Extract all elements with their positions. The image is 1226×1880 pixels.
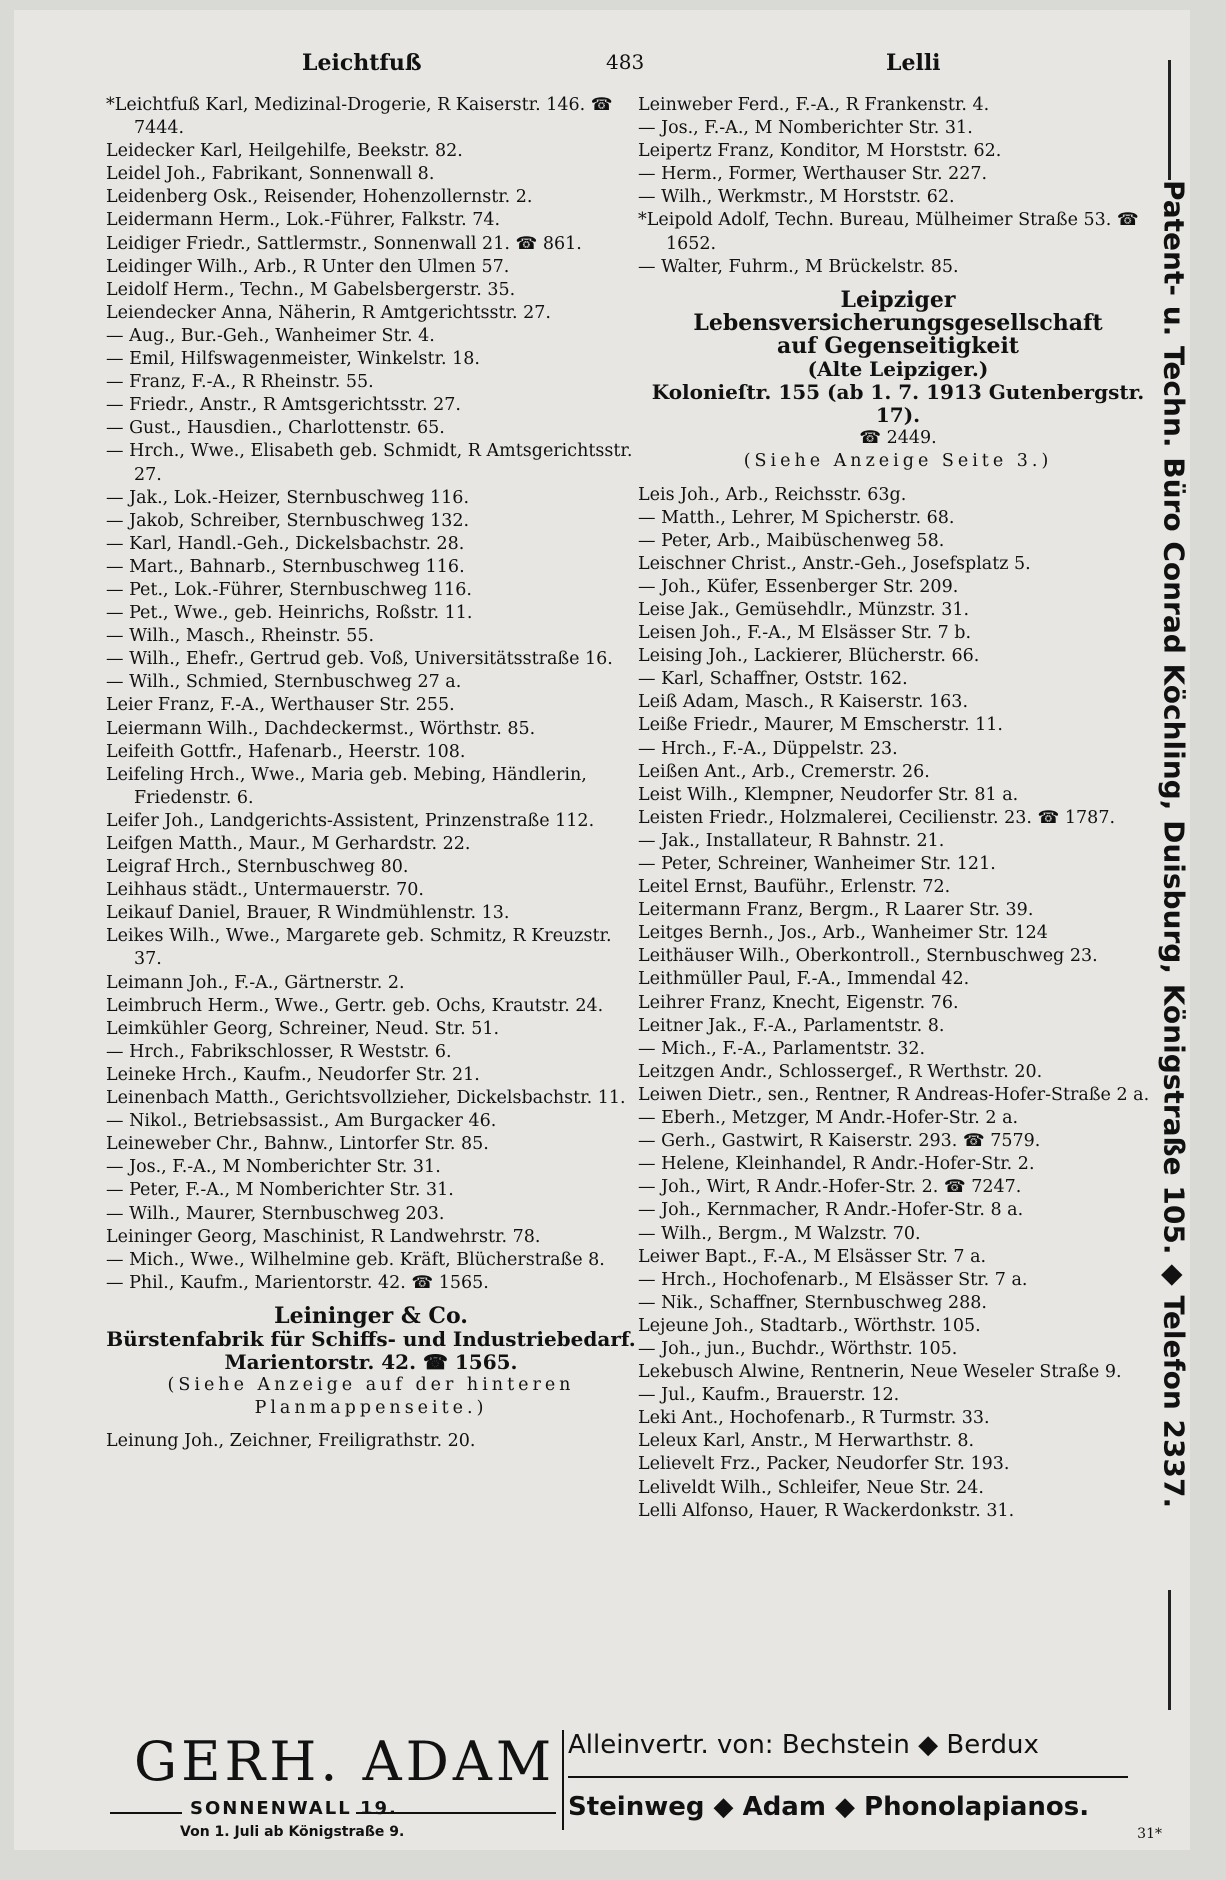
directory-entry: Leifgen Matth., Maur., M Gerhardstr. 22. [106,834,471,854]
directory-entry: — Pet., Lok.-Führer, Sternbuschweg 116. [106,579,472,600]
directory-entry: Leiendecker Anna, Näherin, R Amtgerichtsstr. 27. [106,302,551,323]
directory-entry: Leinung Joh., Zeichner, Freiligrathstr. 20. [106,1431,476,1452]
side-ad-text: Patent- u. Techn. Büro Conrad Köchling, Duisburg, Königstraße 105. ◆ Telefon 2337. [1157,180,1190,1509]
directory-entry: — Peter, Schreiner, Wanheimer Str. 121. [638,854,996,874]
directory-entry: — Wilh., Werkmstr., M Horststr. 62. [638,187,955,208]
directory-entry: — Herm., Former, Werthauser Str. 227. [638,164,988,185]
directory-entry: Leimann Joh., F.-A., Gärtnerstr. 2. [106,972,405,993]
directory-entry: — Jak., Lok.-Heizer, Sternbuschweg 116. [106,487,470,508]
right-ad-title: Leipziger Lebensversicherungsgesellschaft [693,286,1103,336]
directory-entry: Leininger Georg, Maschinist, R Landwehrstr. 78. [106,1226,541,1247]
footer-agency: Alleinvertr. von: Bechstein ◆ Berdux [568,1730,1039,1760]
right-ad-sub: (Alte Leipziger.) [807,357,989,382]
directory-entry: Leitzgen Andr., Schlossergef., R Werthstr. 20. [638,1061,1043,1082]
left-ad-box [106,1302,636,1420]
directory-entry: — Nik., Schaffner, Sternbuschweg 288. [638,1292,987,1313]
directory-entry: — Peter, Arb., Maibüschenweg 58. [638,530,945,551]
left-ad-line2: Marientorstr. 42. ☎ 1565. [224,1350,518,1375]
directory-entry: Leiwer Bapt., F.-A., M Elsässer Str. 7 a. [638,1246,987,1267]
right-ad-phone: ☎ 2449. [859,428,937,449]
directory-entry: — Matth., Lehrer, M Spicherstr. 68. [638,507,955,528]
footer-divider [562,1730,564,1830]
right-ad-title2: auf Gegenseitigkeit [777,332,1019,359]
directory-entry: Leidinger Wilh., Arb., R Unter den Ulmen 57. [106,256,510,277]
directory-entry: — Jul., Kaufm., Brauerstr. 12. [638,1385,900,1406]
directory-entry: — Franz, F.-A., R Rheinstr. 55. [106,372,374,393]
directory-entry: Leikes Wilh., Wwe., Margarete geb. Schmitz, R Kreuzstr. 37. [106,926,612,970]
directory-entry: Lekebusch Alwine, Rentnerin, Neue Weseler Straße 9. [638,1362,1122,1383]
header-left: Leichtfuß [302,50,422,76]
directory-entry: — Joh., Küfer, Essenberger Str. 209. [638,576,959,597]
directory-entry: Leising Joh., Lackierer, Blücherstr. 66. [638,646,980,667]
directory-entry: — Mich., Wwe., Wilhelmine geb. Kräft, Blücherstraße 8. [106,1249,605,1270]
directory-entry: — Jak., Installateur, R Bahnstr. 21. [638,830,945,851]
directory-entry: Leitel Ernst, Bauführ., Erlenstr. 72. [638,877,951,898]
footer-address: SONNENWALL 19. [190,1798,398,1819]
directory-entry: Leithäuser Wilh., Oberkontroll., Sternbuschweg 23. [638,946,1098,967]
directory-entry: Leiermann Wilh., Dachdeckermst., Wörthstr. 85. [106,718,536,739]
directory-entry: — Karl, Handl.-Geh., Dickelsbachstr. 28. [106,533,465,554]
directory-entry: Leist Wilh., Klempner, Neudorfer Str. 81 a. [638,784,1019,805]
left-ad-line1: Bürstenfabrik für Schiffs- und Industriebedarf. [106,1326,636,1351]
left-column [106,94,636,1453]
directory-entry: Leise Jak., Gemüsehdlr., Münzstr. 31. [638,599,970,620]
directory-entry: Leiß Adam, Masch., R Kaiserstr. 163. [638,692,969,713]
directory-entry: — Mich., F.-A., Parlamentstr. 32. [638,1038,926,1059]
directory-entry: Leihrer Franz, Knecht, Eigenstr. 76. [638,992,959,1013]
directory-entry: — Jos., F.-A., M Nomberichter Str. 31. [106,1157,441,1178]
directory-entry: Lejeune Joh., Stadtarb., Wörthstr. 105. [638,1315,981,1336]
footer-rule-left [110,1812,182,1814]
right-column [638,94,1158,1523]
directory-entry: Leitner Jak., F.-A., Parlamentstr. 8. [638,1015,945,1036]
directory-entry: Leitermann Franz, Bergm., R Laarer Str. 39. [638,900,1034,921]
directory-entry: Leiße Friedr., Maurer, M Emscherstr. 11. [638,715,1003,736]
directory-entry: Leineweber Chr., Bahnw., Lintorfer Str. 85. [106,1134,489,1155]
directory-entry: — Eberh., Metzger, M Andr.-Hofer-Str. 2 a. [638,1108,1019,1129]
directory-entry: — Wilh., Masch., Rheinstr. 55. [106,626,375,647]
directory-entry: Leidermann Herm., Lok.-Führer, Falkstr. 74. [106,210,501,231]
footer-models: Steinweg ◆ Adam ◆ Phonolapianos. [568,1792,1090,1822]
directory-entry: — Peter, F.-A., M Nomberichter Str. 31. [106,1180,454,1201]
directory-entry: — Joh., jun., Buchdr., Wörthstr. 105. [638,1338,958,1359]
directory-entry: Leidecker Karl, Heilgehilfe, Beekstr. 82. [106,141,463,162]
directory-entry: Leidel Joh., Fabrikant, Sonnenwall 8. [106,164,435,185]
directory-entry: — Aug., Bur.-Geh., Wanheimer Str. 4. [106,325,435,346]
page-number: 483 [606,50,645,74]
directory-entry: Leidiger Friedr., Sattlermstr., Sonnenwall 21. ☎ 861. [106,233,582,254]
directory-entry: — Joh., Kernmacher, R Andr.-Hofer-Str. 8 a. [638,1200,1024,1221]
footer-brand: GERH. ADAM [134,1730,556,1793]
directory-entry: — Nikol., Betriebsassist., Am Burgacker 46. [106,1111,497,1132]
directory-entry: *Leipold Adolf, Techn. Bureau, Mülheimer Straße 53. ☎ 1652. [638,210,1139,254]
directory-entry: — Wilh., Bergm., M Walzstr. 70. [638,1223,921,1244]
directory-entry: — Hrch., Wwe., Elisabeth geb. Schmidt, R Amtsgerichtsstr. 27. [106,441,633,485]
directory-entry: Leimkühler Georg, Schreiner, Neud. Str. 51. [106,1018,500,1039]
page-mark: 31* [1137,1826,1162,1842]
directory-entry: Leigraf Hrch., Sternbuschweg 80. [106,857,409,878]
header-right: Lelli [886,50,941,76]
directory-entry: Leihhaus städt., Untermauerstr. 70. [106,880,424,901]
directory-entry: — Wilh., Schmied, Sternbuschweg 27 a. [106,672,462,693]
side-advertisement [1152,180,1190,1620]
footer-rule-mid [568,1776,1128,1778]
right-ad-addr: Kolonieſtr. 155 (ab 1. 7. 1913 Gutenbergstr. 17). [651,380,1145,428]
directory-entry: Leier Franz, F.-A., Werthauser Str. 255. [106,695,455,716]
directory-entry: — Pet., Wwe., geb. Heinrichs, Roßstr. 11. [106,603,473,624]
directory-entry: Leimbruch Herm., Wwe., Gertr. geb. Ochs, Krautstr. 24. [106,995,604,1016]
directory-entry: — Joh., Wirt, R Andr.-Hofer-Str. 2. ☎ 7247. [638,1177,1022,1198]
directory-entry: Leischner Christ., Anstr.-Geh., Josefsplatz 5. [638,553,1031,574]
directory-entry: Leithmüller Paul, F.-A., Immendal 42. [638,969,970,990]
directory-entry: Leikauf Daniel, Brauer, R Windmühlenstr. 13. [106,903,510,924]
directory-entry: — Friedr., Anstr., R Amtsgerichtsstr. 27. [106,395,461,416]
directory-entry: Leifer Joh., Landgerichts-Assistent, Prinzenstraße 112. [106,810,595,831]
directory-page [14,10,1190,1850]
directory-entry: — Walter, Fuhrm., M Brückelstr. 85. [638,256,959,277]
directory-entry: Leis Joh., Arb., Reichsstr. 63g. [638,484,907,505]
directory-entry: Leifeling Hrch., Wwe., Maria geb. Mebing, Händlerin, Friedenstr. 6. [106,764,587,808]
directory-entry: — Gerh., Gastwirt, R Kaiserstr. 293. ☎ 7579. [638,1131,1041,1152]
directory-entry: Leinweber Ferd., F.-A., R Frankenstr. 4. [638,95,990,115]
right-ad-box [638,286,1158,474]
directory-entry: — Hrch., Hochofenarb., M Elsässer Str. 7 a. [638,1269,1028,1290]
directory-entry: — Wilh., Maurer, Sternbuschweg 203. [106,1203,445,1224]
directory-entry: — Gust., Hausdien., Charlottenstr. 65. [106,418,445,439]
directory-entry: — Hrch., F.-A., Düppelstr. 23. [638,738,898,759]
directory-entry: Lelli Alfonso, Hauer, R Wackerdonkstr. 31. [638,1500,1015,1521]
directory-entry: *Leichtfuß Karl, Medizinal-Drogerie, R Kaiserstr. 146. ☎ 7444. [106,95,613,139]
directory-entry: Leiwen Dietr., sen., Rentner, R Andreas-Hofer-Straße 2 a. [638,1084,1150,1105]
left-ad-title: Leininger & Co. [274,1302,468,1329]
directory-entry: Leinenbach Matth., Gerichtsvollzieher, Dickelsbachstr. 11. [106,1088,626,1109]
directory-entry: — Jakob, Schreiber, Sternbuschweg 132. [106,510,470,531]
directory-entry: — Emil, Hilfswagenmeister, Winkelstr. 18. [106,349,480,370]
directory-entry: Leisten Friedr., Holzmalerei, Cecilienstr. 23. ☎ 1787. [638,807,1116,828]
directory-entry: Leidenberg Osk., Reisender, Hohenzollernstr. 2. [106,187,533,208]
directory-entry: Leidolf Herm., Techn., M Gabelsbergerstr. 35. [106,279,516,300]
directory-entry: — Phil., Kaufm., Marientorstr. 42. ☎ 1565. [106,1272,489,1293]
directory-entry: Leliveldt Wilh., Schleifer, Neue Str. 24. [638,1477,984,1498]
directory-entry: Leineke Hrch., Kaufm., Neudorfer Str. 21. [106,1064,480,1085]
directory-entry: — Wilh., Ehefr., Gertrud geb. Voß, Universitätsstraße 16. [106,649,613,670]
directory-entry: — Helene, Kleinhandel, R Andr.-Hofer-Str. 2. [638,1154,1035,1175]
directory-entry: Leipertz Franz, Konditor, M Horststr. 62. [638,141,1002,162]
right-ad-note: (Siehe Anzeige Seite 3.) [743,451,1053,472]
left-ad-line3: (Siehe Anzeige auf der hinteren Planmappenseite.) [167,1375,575,1419]
directory-entry: Leleux Karl, Anstr., M Herwarthstr. 8. [638,1431,975,1452]
directory-entry: Leisen Joh., F.-A., M Elsässer Str. 7 b. [638,623,972,644]
directory-entry: — Jos., F.-A., M Nomberichter Str. 31. [638,118,973,139]
directory-entry: Leißen Ant., Arb., Cremerstr. 26. [638,761,930,782]
directory-entry: — Hrch., Fabrikschlosser, R Weststr. 6. [106,1041,452,1062]
directory-entry: Leifeith Gottfr., Hafenarb., Heerstr. 108. [106,741,466,762]
footer-moved-note: Von 1. Juli ab Königstraße 9. [180,1824,405,1840]
directory-entry: Leitges Bernh., Jos., Arb., Wanheimer Str. 124 [638,923,1048,944]
side-rule-top [1168,60,1171,180]
directory-entry: Leki Ant., Hochofenarb., R Turmstr. 33. [638,1408,990,1429]
directory-entry: — Karl, Schaffner, Oststr. 162. [638,669,908,690]
directory-entry: — Mart., Bahnarb., Sternbuschweg 116. [106,556,465,577]
directory-entry: Lelievelt Frz., Packer, Neudorfer Str. 193. [638,1454,1010,1475]
